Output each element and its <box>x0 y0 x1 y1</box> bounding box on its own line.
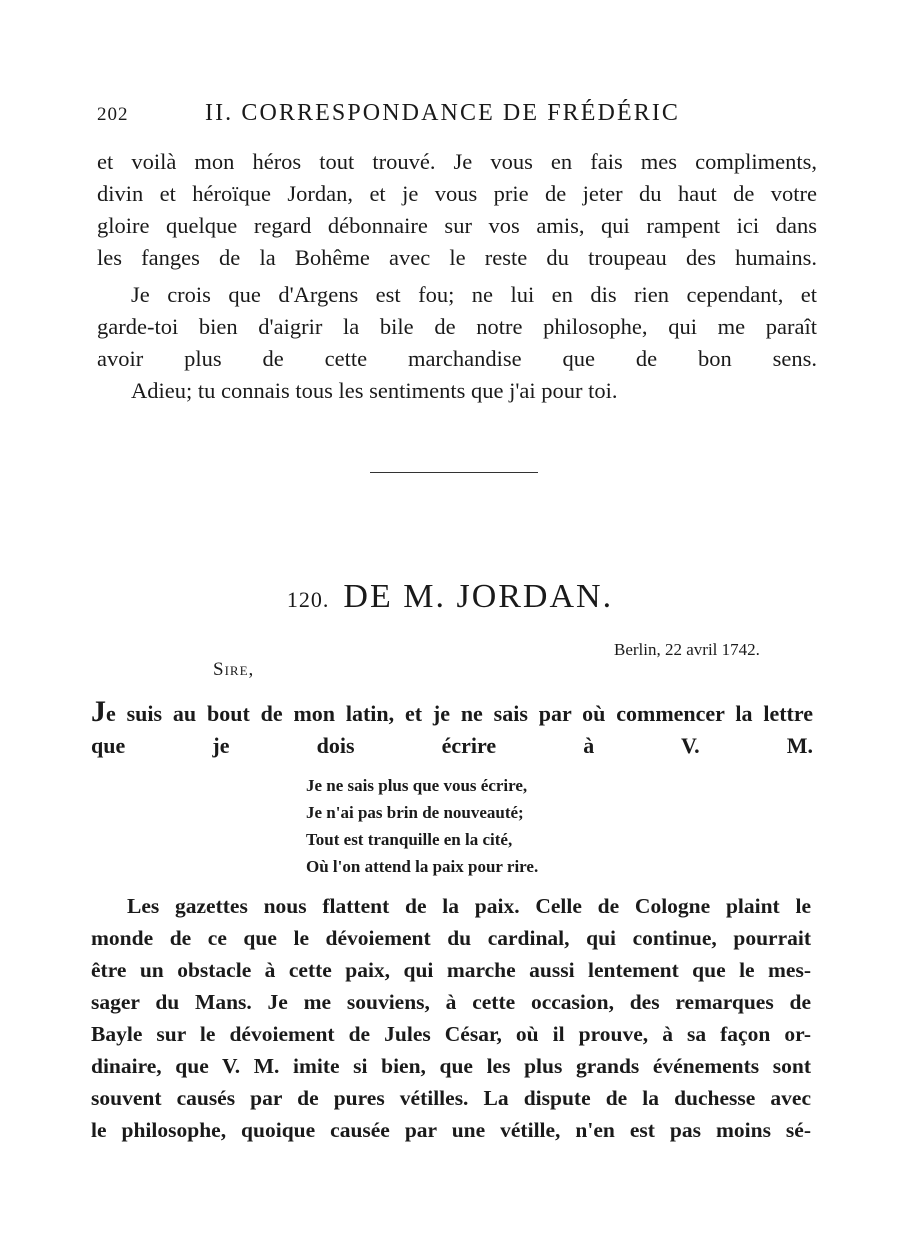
running-head: II. CORRESPONDANCE DE FRÉDÉRIC <box>205 100 681 126</box>
text-line: que je dois écrire à V. M. <box>91 733 813 758</box>
dateline: Berlin, 22 avril 1742. <box>614 640 760 659</box>
text-line: garde-toi bien d'aigrir la bile de notre philosophe, qui me paraît <box>97 314 817 339</box>
letter-number: 120. <box>286 587 330 612</box>
text-line: Les gazettes nous flattent de la paix. Celle de Cologne plaint le <box>127 894 811 918</box>
page-number: 202 <box>97 104 129 125</box>
verse-line: Je ne sais plus que vous écrire, <box>306 776 528 795</box>
text-line: dinaire, que V. M. imite si bien, que les plus grands événements sont <box>91 1054 811 1078</box>
paragraph-adieu <box>131 375 781 407</box>
verse-line: Où l'on attend la paix pour rire. <box>306 857 539 876</box>
text-line: et voilà mon héros tout trouvé. Je vous en fais mes compliments, <box>97 149 817 174</box>
text-line: Je crois que d'Argens est fou; ne lui en dis rien cependant, et <box>131 282 817 307</box>
verse-stanza <box>306 772 538 880</box>
text-line: avoir plus de cette marchandise que de bon sens. <box>97 346 817 371</box>
text-line: souvent causés par de pures vétilles. La dispute de la duchesse avec <box>91 1086 811 1110</box>
drop-cap: J <box>91 695 106 728</box>
text-line: sager du Mans. Je me souviens, à cette occasion, des remarques de <box>91 990 811 1014</box>
text-line: le philosophe, quoique causée par une vétille, n'en est pas moins sé- <box>91 1118 811 1142</box>
letter-heading <box>0 578 900 616</box>
text-line <box>91 695 813 730</box>
text-line: les fanges de la Bohême avec le reste du troupeau des humains. <box>97 245 817 270</box>
opening-paragraph <box>91 695 813 762</box>
letter-title: DE M. JORDAN. <box>343 578 614 615</box>
paragraph-dargens <box>97 279 817 375</box>
text-line-content: e suis au bout de mon latin, et je ne sais par où commencer la lettre <box>106 701 813 726</box>
verse-line: Je n'ai pas brin de nouveauté; <box>306 803 524 822</box>
text-line: Adieu; tu connais tous les sentiments que j'ai pour toi. <box>131 378 618 403</box>
paragraph-continuation <box>97 146 817 274</box>
verse-line: Tout est tranquille en la cité, <box>306 830 513 849</box>
text-line: monde de ce que le dévoiement du cardinal, qui continue, pourrait <box>91 926 811 950</box>
salutation: Sire, <box>213 659 255 680</box>
section-divider <box>370 472 538 473</box>
text-line: divin et héroïque Jordan, et je vous prie de jeter du haut de votre <box>97 181 817 206</box>
text-line: Bayle sur le dévoiement de Jules César, où il prouve, à sa façon or- <box>91 1022 811 1046</box>
text-line: gloire quelque regard débonnaire sur vos amis, qui rampent ici dans <box>97 213 817 238</box>
body-paragraph <box>91 890 811 1146</box>
text-line: être un obstacle à cette paix, qui marche aussi lentement que le mes- <box>91 958 811 982</box>
